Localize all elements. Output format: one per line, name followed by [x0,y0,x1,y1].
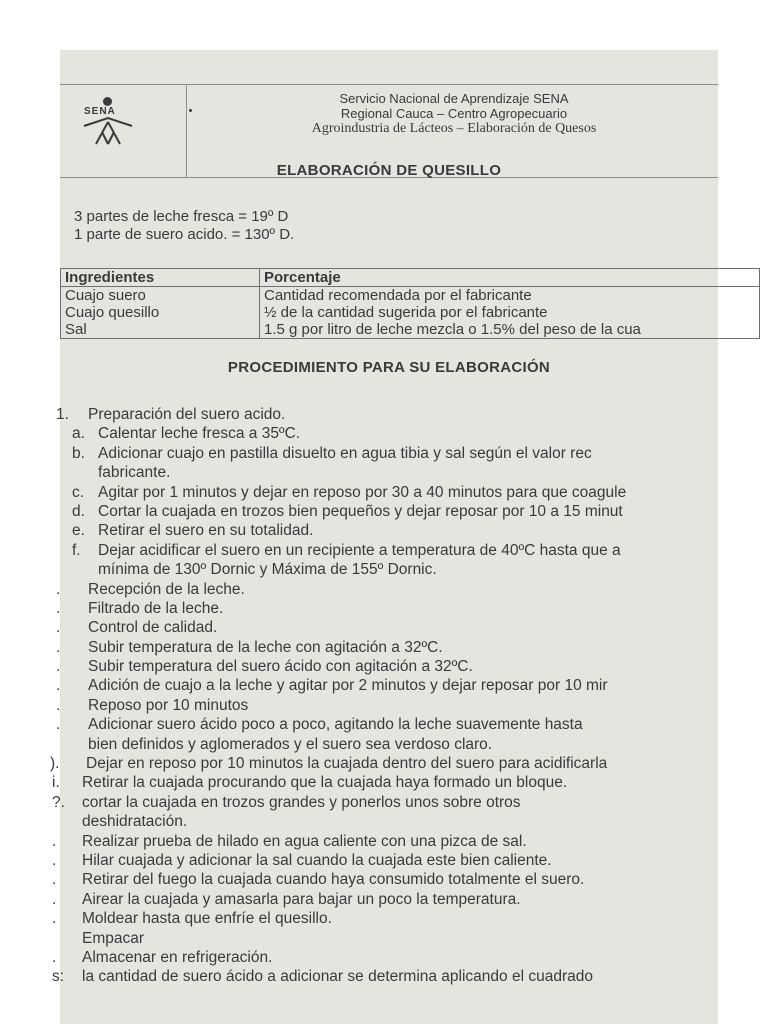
list-item [60,929,740,948]
list-item [50,754,740,773]
step-marker: f. [72,541,81,559]
ingredient-amount: Cantidad recomendada por el fabricante [264,287,532,304]
step-marker: c. [72,483,85,501]
step-marker: . [56,696,61,714]
step-text: Subir temperatura del suero ácido con agitación a 32ºC. [88,658,473,676]
step-marker: 1. [56,406,69,423]
list-item [60,424,740,443]
list-item [52,870,740,889]
header-line-1: Servicio Nacional de Aprendizaje SENA [339,91,569,106]
column-header: Ingredientes [61,269,260,287]
ingredient-name: Sal [65,321,87,338]
ingredient-amount: 1.5 g por litro de leche mezcla o 1.5% del peso de la cua [264,321,641,338]
step-text: Adición de cuajo a la leche y agitar por 2 minutos y dejar reposar por 10 mir [88,677,608,695]
step-text: Empacar [82,929,145,947]
logo-text: SENA [84,106,116,117]
list-item [60,735,740,754]
step-marker: b. [72,444,85,462]
list-item [56,580,740,599]
step-marker: . [56,638,61,656]
step-text: Recepción de la leche. [88,580,245,598]
step-marker: . [56,716,61,734]
step-marker: . [56,599,61,617]
list-item [56,715,740,734]
step-marker: . [56,677,61,695]
header-institution [190,91,718,136]
list-item [52,832,740,851]
table-cell [260,287,760,339]
step-marker: ). [50,755,60,773]
sena-chevron-icon [82,116,134,146]
step-marker: a. [72,425,85,443]
step-marker: . [52,948,57,966]
list-item [56,618,740,637]
step-marker: . [52,851,57,869]
step-text: cortar la cuajada en trozos grandes y ponerlos unos sobre otros [82,793,521,811]
step-marker: . [52,871,57,889]
step-marker: . [56,658,61,676]
list-item [56,676,740,695]
step-text: Retirar del fuego la cuajada cuando haya consumido totalmente el suero. [82,871,585,889]
step-marker: . [52,832,57,850]
step-marker: s: [52,968,65,986]
list-item [60,560,740,579]
procedure-steps [50,405,740,987]
step-marker: . [56,619,61,637]
milk-ratios [74,208,294,244]
step-text: deshidratación. [82,813,188,831]
step-marker: . [56,580,61,598]
list-item [56,657,740,676]
logo-dot-icon [103,97,112,106]
step-text: fabricante. [98,464,171,482]
step-text: Airear la cuajada y amasarla para bajar un poco la temperatura. [82,890,521,908]
ingredient-amount: ½ de la cantidad sugerida por el fabricante [264,304,548,321]
column-header: Porcentaje [260,269,760,287]
step-text: Control de calidad. [88,619,218,637]
step-text: Moldear hasta que enfríe el quesillo. [82,910,332,928]
step-text: Retirar el suero en su totalidad. [98,522,314,540]
step-text: Dejar acidificar el suero en un recipiente a temperatura de 40ºC hasta que a [98,541,621,559]
step-text: bien definidos y aglomerados y el suero sea verdoso claro. [88,735,493,753]
list-item [60,444,740,463]
ratio-line: 1 parte de suero acido. = 130º D. [74,226,295,243]
step-marker: e. [72,522,85,540]
list-item [60,521,740,540]
step-text: Almacenar en refrigeración. [82,948,273,966]
step-marker: d. [72,502,85,520]
step-text: Adicionar cuajo en pastilla disuelto en agua tibia y sal según el valor rec [98,444,592,462]
list-item [56,599,740,618]
step-text: Retirar la cuajada procurando que la cuajada haya formado un bloque. [82,774,568,792]
step-text: Subir temperatura de la leche con agitación a 32ºC. [88,638,443,656]
list-item [56,696,740,715]
list-item [52,909,740,928]
header-line-3: Agroindustria de Lácteos – Elaboración de Quesos [311,121,597,136]
step-marker: . [52,910,57,928]
step-text: Reposo por 10 minutos [88,696,249,714]
step-text: Calentar leche fresca a 35ºC. [98,425,301,443]
list-item [60,483,740,502]
list-item [60,463,740,482]
step-text: Filtrado de la leche. [88,599,224,617]
list-item [56,638,740,657]
header-line-2: Regional Cauca – Centro Agropecuario [340,106,568,121]
list-item [56,405,740,424]
table-cell [61,287,260,339]
step-text: Cortar la cuajada en trozos bien pequeños y dejar reposar por 10 a 15 minut [98,502,623,520]
step-text: Agitar por 1 minutos y dejar en reposo por 30 a 40 minutos para que coagule [98,483,627,501]
step-text: Hilar cuajada y adicionar la sal cuando la cuajada este bien caliente. [82,851,552,869]
table-row [61,287,760,339]
step-marker: . [52,890,57,908]
list-item [52,773,740,792]
ingredient-name: Cuajo quesillo [65,304,160,321]
step-text: Adicionar suero ácido poco a poco, agitando la leche suavemente hasta [88,716,583,734]
step-marker: ?. [52,793,65,811]
document-page [50,50,718,1024]
table-header-row [61,269,760,287]
list-item [60,812,740,831]
step-marker: i. [52,774,60,792]
step-text: Preparación del suero acido. [88,406,286,423]
ingredients-table [60,268,760,339]
list-item [52,890,740,909]
step-text: Realizar prueba de hilado en agua caliente con una pizca de sal. [82,832,527,850]
step-text: Dejar en reposo por 10 minutos la cuajada dentro del suero para acidificarla [86,755,608,773]
step-text: la cantidad de suero ácido a adicionar se determina aplicando el cuadrado [82,968,593,986]
list-item [60,541,740,560]
procedure-title: PROCEDIMIENTO PARA SU ELABORACIÓN [227,359,551,376]
list-item [52,967,740,986]
list-item [52,793,740,812]
ratio-line: 3 partes de leche fresca = 19º D [74,208,289,225]
list-item [52,851,740,870]
list-item [60,502,740,521]
document-title: ELABORACIÓN DE QUESILLO [276,162,502,179]
step-text: mínima de 130º Dornic y Máxima de 155º Dornic. [98,561,437,579]
ingredient-name: Cuajo suero [65,287,146,304]
list-item [52,948,740,967]
